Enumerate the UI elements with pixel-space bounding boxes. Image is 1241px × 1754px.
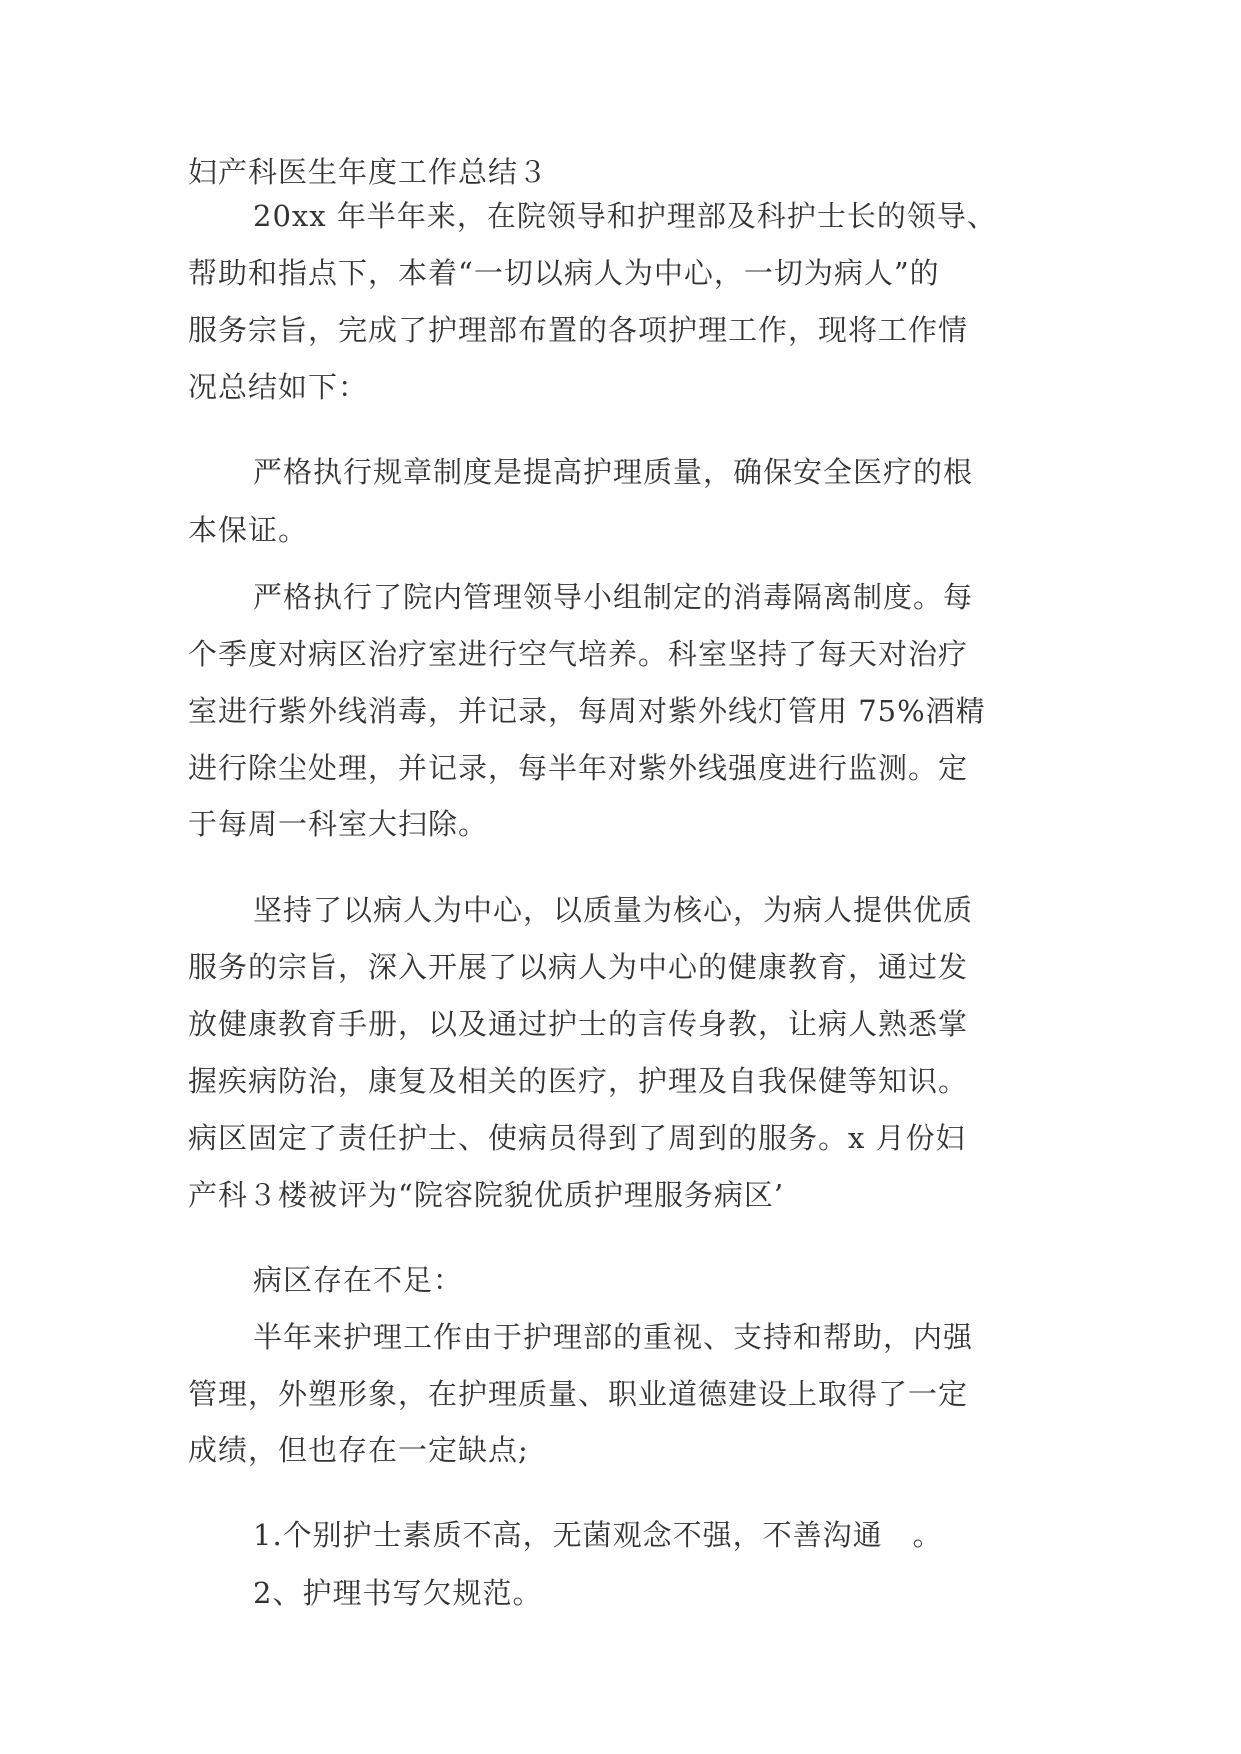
paragraph-line: 帮助和指点下，本着“一切以病人为中心，一切为病人”的 [188, 256, 940, 290]
paragraph-line: 进行除尘处理，并记录，每半年对紫外线强度进行监测。定 [188, 751, 969, 785]
paragraph-line: 管理，外塑形象，在护理质量、职业道德建设上取得了一定 [188, 1377, 969, 1411]
paragraph-line: 况总结如下： [188, 370, 369, 404]
paragraph-line: 个季度对病区治疗室进行空气培养。科室坚持了每天对治疗 [188, 637, 969, 671]
paragraph-line: 本保证。 [188, 513, 309, 547]
paragraph-line: 半年来护理工作由于护理部的重视、支持和帮助，内强 [253, 1320, 974, 1354]
paragraph-line: 严格执行了院内管理领导小组制定的消毒隔离制度。每 [253, 580, 974, 614]
paragraph-line: 1.个别护士素质不高，无菌观念不强，不善沟通 。 [253, 1518, 943, 1552]
paragraph-line: 放健康教育手册，以及通过护士的言传身教，让病人熟悉掌 [188, 1007, 969, 1041]
document-title: 妇产科医生年度工作总结３ [188, 155, 549, 189]
paragraph-line: 严格执行规章制度是提高护理质量，确保安全医疗的根 [253, 455, 974, 489]
paragraph-line: 2、护理书写欠规范。 [253, 1576, 543, 1610]
paragraph-line: 坚持了以病人为中心，以质量为核心，为病人提供优质 [253, 893, 974, 927]
paragraph-line: 于每周一科室大扫除。 [188, 807, 489, 841]
paragraph-line: 成绩，但也存在一定缺点; [188, 1433, 529, 1467]
paragraph-line: 20xx 年半年来，在院领导和护理部及科护士长的领导、 [253, 199, 997, 233]
paragraph-line: 服务的宗旨，深入开展了以病人为中心的健康教育，通过发 [188, 950, 969, 984]
paragraph-line: 病区存在不足： [253, 1263, 464, 1297]
paragraph-line: 室进行紫外线消毒，并记录，每周对紫外线灯管用 75%酒精 [188, 694, 986, 728]
paragraph-line: 服务宗旨，完成了护理部布置的各项护理工作，现将工作情 [188, 313, 969, 347]
paragraph-line: 产科３楼被评为“院容院貌优质护理服务病区’ [188, 1178, 785, 1212]
paragraph-line: 病区固定了责任护士、使病员得到了周到的服务。x 月份妇 [188, 1121, 966, 1155]
paragraph-line: 握疾病防治，康复及相关的医疗，护理及自我保健等知识。 [188, 1064, 969, 1098]
